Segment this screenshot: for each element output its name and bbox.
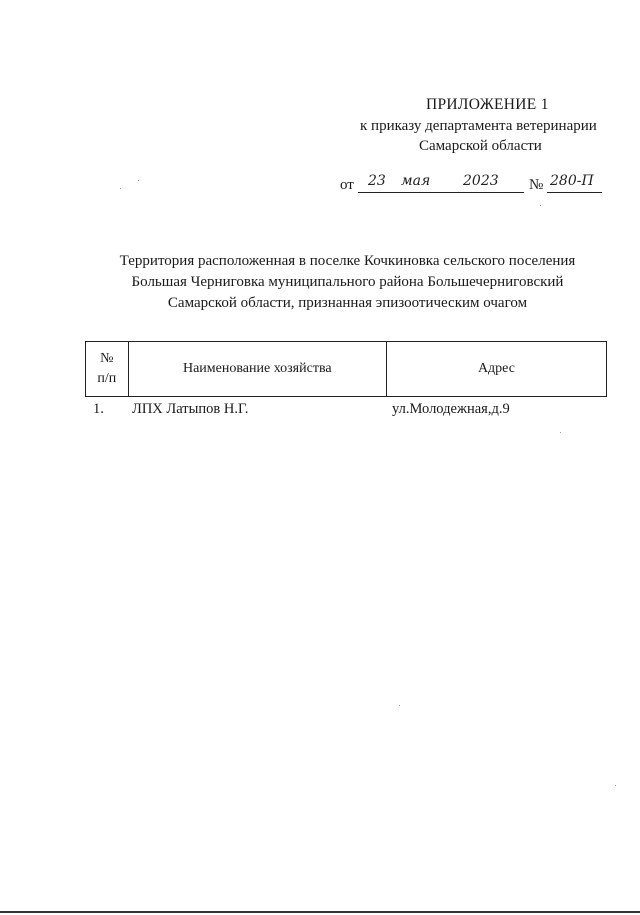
row-farm-name: ЛПХ Латыпов Н.Г. [132, 401, 249, 417]
farm-table-header [85, 341, 607, 397]
scan-speck [399, 705, 400, 706]
heading-line-3: Самарской области, признанная эпизоотическим очагом [167, 295, 528, 311]
order-from-label: от [340, 177, 354, 193]
order-number-label: № [529, 177, 544, 193]
header-number [86, 342, 129, 397]
row-address: ул.Молодежная,д.9 [392, 401, 510, 417]
scan-speck [560, 432, 561, 433]
scan-bottom-edge [0, 911, 640, 913]
order-reference [340, 172, 602, 196]
annex-title: ПРИЛОЖЕНИЕ 1 [426, 96, 549, 113]
scan-speck [138, 180, 139, 181]
date-underline [358, 192, 524, 193]
heading-line-2: Большая Черниговка муниципального района Большечерниговский [131, 274, 564, 290]
order-date-day: 23 [368, 173, 386, 189]
table-header-row [86, 342, 607, 397]
order-number: 280-П [550, 173, 594, 189]
annex-subtitle-line-2: Самарской области [419, 138, 542, 154]
header-number-line-2: п/п [97, 371, 117, 386]
annex-subtitle-line-1: к приказу департамента ветеринарии [360, 118, 597, 134]
header-address: Адрес [386, 342, 606, 397]
header-number-line-1: № [100, 351, 114, 366]
document-heading [80, 251, 615, 314]
row-number: 1. [93, 401, 104, 417]
header-farm-name: Наименование хозяйства [128, 342, 386, 397]
order-date-year: 2023 [463, 173, 499, 189]
order-date-month: мая [401, 173, 431, 189]
scan-speck [120, 188, 121, 189]
heading-line-1: Территория расположенная в поселке Кочкиновка сельского поселения [119, 253, 576, 269]
scan-speck [540, 205, 541, 206]
number-underline [547, 192, 602, 193]
scan-speck [615, 785, 616, 786]
